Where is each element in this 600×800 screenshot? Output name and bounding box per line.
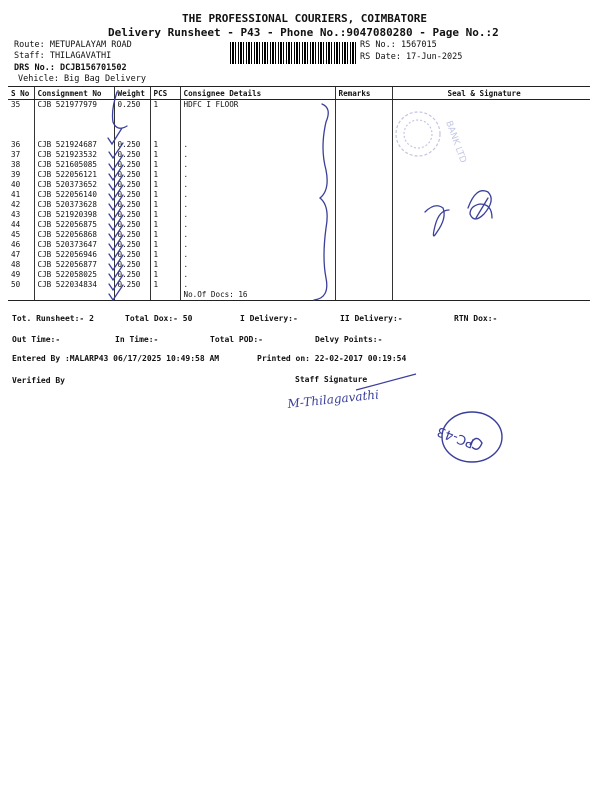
row-sno: 39 bbox=[11, 170, 21, 179]
row-weight: 0.250 bbox=[114, 150, 150, 160]
tick-mark bbox=[108, 128, 122, 144]
row-pcs: 1 bbox=[150, 100, 180, 111]
company-title: THE PROFESSIONAL COURIERS, COIMBATORE bbox=[182, 12, 428, 25]
row-weight: 0.250 bbox=[114, 200, 150, 210]
row-consignee: . bbox=[180, 230, 335, 240]
row-consignment: CJB 521920398 bbox=[34, 210, 114, 220]
i-delivery: I Delivery:- bbox=[240, 314, 298, 323]
row-consignee: . bbox=[180, 260, 335, 270]
row-consignment: CJB 521923532 bbox=[34, 150, 114, 160]
col-sno: S No bbox=[8, 87, 34, 100]
row-consignment: CJB 520373647 bbox=[34, 240, 114, 250]
row-sno: 36 bbox=[11, 140, 21, 149]
row-consignee: . bbox=[180, 280, 335, 290]
row-weight: 0.250 bbox=[114, 100, 150, 111]
row-pcs: 1 bbox=[150, 260, 180, 270]
row-pcs: 1 bbox=[150, 150, 180, 160]
row-pcs: 1 bbox=[150, 180, 180, 190]
in-time: In Time:- bbox=[115, 335, 159, 344]
col-remarks: Remarks bbox=[335, 87, 392, 100]
tick-mark bbox=[109, 143, 123, 158]
row-consignee: . bbox=[180, 240, 335, 250]
row-consignment: CJB 521605085 bbox=[34, 160, 114, 170]
tick-mark bbox=[113, 92, 128, 128]
row-consignment: CJB 522058025 bbox=[34, 270, 114, 280]
printed-on: Printed on: 22-02-2017 00:19:54 bbox=[257, 354, 407, 363]
rtn-dox: RTN Dox:- bbox=[454, 314, 498, 323]
route: Route: METUPALAYAM ROAD bbox=[14, 40, 132, 50]
row-sno: 44 bbox=[11, 220, 21, 229]
pc43-stamp bbox=[435, 412, 502, 462]
row-consignee: HDFC I FLOOR bbox=[180, 100, 335, 111]
ii-delivery: II Delivery:- bbox=[340, 314, 403, 323]
row-consignee: . bbox=[180, 270, 335, 280]
staff: Staff: THILAGAVATHI bbox=[14, 51, 112, 61]
tot-runsheet: Tot. Runsheet:- 2 bbox=[12, 314, 94, 323]
row-consignee: . bbox=[180, 170, 335, 180]
row-weight: 0.250 bbox=[114, 280, 150, 290]
col-consignment: Consignment No bbox=[34, 87, 114, 100]
row-sno: 50 bbox=[11, 280, 21, 289]
row-weight: 0.250 bbox=[114, 240, 150, 250]
row-weight: 0.250 bbox=[114, 170, 150, 180]
row-pcs: 1 bbox=[150, 140, 180, 150]
pc43-text: PC-43 bbox=[435, 423, 477, 451]
row-weight: 0.250 bbox=[114, 270, 150, 280]
row-consignment: CJB 521977979 bbox=[34, 100, 114, 111]
row-sno: 49 bbox=[11, 270, 21, 279]
col-weight: Weight bbox=[114, 87, 150, 100]
row-pcs: 1 bbox=[150, 190, 180, 200]
entered-by: Entered By :MALARP43 06/17/2025 10:49:58 AM bbox=[12, 354, 220, 363]
row-weight: 0.250 bbox=[114, 210, 150, 220]
delvy-points: Delvy Points:- bbox=[315, 335, 383, 344]
row-sno: 47 bbox=[11, 250, 21, 259]
row-consignment: CJB 522056121 bbox=[34, 170, 114, 180]
row-consignee: . bbox=[180, 180, 335, 190]
row-consignment: CJB 520373628 bbox=[34, 200, 114, 210]
drs-number: DRS No.: DCJB156701502 bbox=[14, 63, 127, 73]
row-consignee: . bbox=[180, 220, 335, 230]
row-weight: 0.250 bbox=[114, 230, 150, 240]
row-pcs: 1 bbox=[150, 220, 180, 230]
row-weight: 0.250 bbox=[114, 250, 150, 260]
seal-stamp bbox=[396, 112, 468, 164]
verified-by: Verified By bbox=[12, 376, 65, 385]
row-pcs: 1 bbox=[150, 210, 180, 220]
row-weight: 0.250 bbox=[114, 160, 150, 170]
row-consignee: . bbox=[180, 200, 335, 210]
row-pcs: 1 bbox=[150, 200, 180, 210]
row-pcs: 1 bbox=[150, 230, 180, 240]
row-consignment: CJB 522056877 bbox=[34, 260, 114, 270]
total-pod: Total POD:- bbox=[210, 335, 263, 344]
brace-mark bbox=[314, 104, 328, 300]
staff-signature-label: Staff Signature bbox=[295, 375, 368, 384]
row-consignee: No.Of Docs: 16 bbox=[180, 290, 335, 301]
row-sno: 41 bbox=[11, 190, 21, 199]
staff-signature-mark bbox=[286, 374, 416, 411]
row-consignment: CJB 522034834 bbox=[34, 280, 114, 290]
total-dox: Total Dox:- 50 bbox=[125, 314, 193, 323]
staff-signature-text: M-Thilagavathi bbox=[286, 387, 380, 411]
row-sno: 48 bbox=[11, 260, 21, 269]
row-pcs: 1 bbox=[150, 250, 180, 260]
row-pcs: 1 bbox=[150, 160, 180, 170]
row-consignment: CJB 522056946 bbox=[34, 250, 114, 260]
row-sno: 42 bbox=[11, 200, 21, 209]
row-weight: 0.250 bbox=[114, 220, 150, 230]
row-consignee: . bbox=[180, 210, 335, 220]
row-pcs: 1 bbox=[150, 280, 180, 290]
row-consignee: . bbox=[180, 160, 335, 170]
row-weight: 0.250 bbox=[114, 140, 150, 150]
col-seal: Seal & Signature bbox=[392, 87, 590, 100]
row-consignment: CJB 520373652 bbox=[34, 180, 114, 190]
row-consignment: CJB 522056140 bbox=[34, 190, 114, 200]
row-pcs: 1 bbox=[150, 240, 180, 250]
row-sno: 38 bbox=[11, 160, 21, 169]
row-sno: 37 bbox=[11, 150, 21, 159]
rs-date: RS Date: 17-Jun-2025 bbox=[360, 52, 463, 62]
out-time: Out Time:- bbox=[12, 335, 61, 344]
row-sno: 45 bbox=[11, 230, 21, 239]
col-consignee: Consignee Details bbox=[180, 87, 335, 100]
row-weight: 0.250 bbox=[114, 180, 150, 190]
row-sno: 35 bbox=[11, 100, 21, 109]
row-sno: 43 bbox=[11, 210, 21, 219]
row-pcs: 1 bbox=[150, 170, 180, 180]
scribble-mark bbox=[425, 206, 449, 236]
row-consignment: CJB 522056868 bbox=[34, 230, 114, 240]
row-sno: 46 bbox=[11, 240, 21, 249]
row-sno: 40 bbox=[11, 180, 21, 189]
row-pcs: 1 bbox=[150, 270, 180, 280]
row-consignee: . bbox=[180, 250, 335, 260]
runsheet-subtitle: Delivery Runsheet - P43 - Phone No.:9047080280 - Page No.:2 bbox=[108, 26, 499, 39]
row-consignment: CJB 522056875 bbox=[34, 220, 114, 230]
row-consignee: . bbox=[180, 150, 335, 160]
row-consignment: CJB 521924687 bbox=[34, 140, 114, 150]
row-consignee: . bbox=[180, 140, 335, 150]
row-weight: 0.250 bbox=[114, 190, 150, 200]
row-consignee: . bbox=[180, 190, 335, 200]
rs-number: RS No.: 1567015 bbox=[360, 40, 437, 50]
row-weight: 0.250 bbox=[114, 260, 150, 270]
scribble-mark bbox=[468, 191, 492, 219]
stamp-top-text: BANK LTD bbox=[443, 119, 468, 165]
vehicle: Vehicle: Big Bag Delivery bbox=[18, 74, 146, 84]
col-pcs: PCS bbox=[150, 87, 180, 100]
